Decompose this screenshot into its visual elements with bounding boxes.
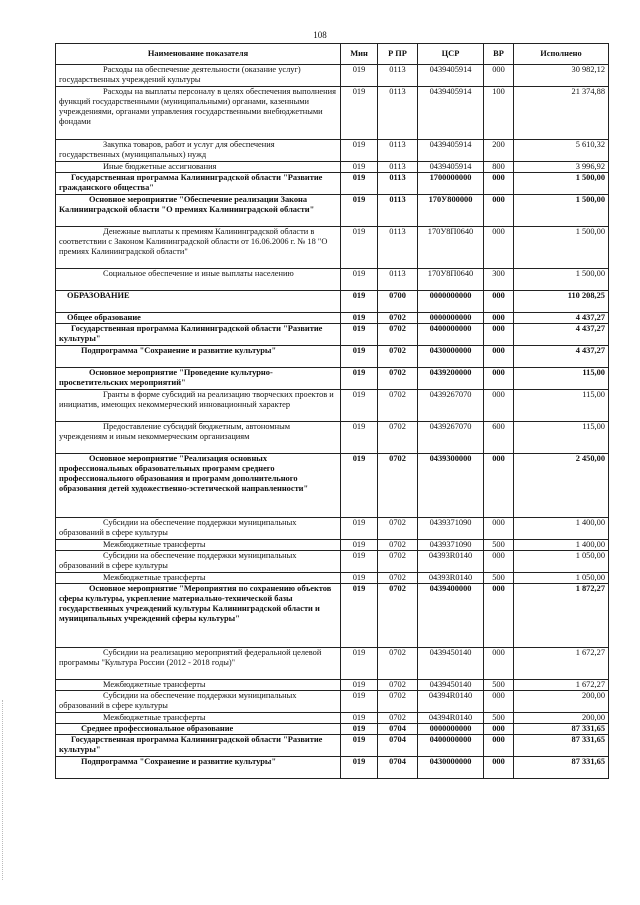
row-csr-cell: 0439371090 (418, 518, 484, 540)
row-amount-cell: 4 437,27 (514, 346, 609, 368)
row-min-cell: 019 (341, 162, 378, 173)
row-rpr-cell: 0704 (378, 735, 418, 757)
table-row (56, 227, 609, 269)
row-name-cell: Общее образование (56, 313, 341, 324)
row-csr-cell: 0439267070 (418, 422, 484, 454)
row-amount-cell: 115,00 (514, 422, 609, 454)
row-name-cell: Гранты в форме субсидий на реализацию творческих проектов и инициатив, имеющих некоммерческий инновационный характер (56, 390, 341, 422)
row-csr-cell: 0439371090 (418, 540, 484, 551)
row-name-cell: Закупка товаров, работ и услуг для обеспечения государственных (муниципальных) нужд (56, 140, 341, 162)
row-vr-cell: 500 (484, 680, 514, 691)
row-amount-cell: 110 208,25 (514, 291, 609, 313)
row-rpr-cell: 0702 (378, 680, 418, 691)
table-row (56, 735, 609, 757)
row-rpr-cell: 0702 (378, 324, 418, 346)
table-row (56, 422, 609, 454)
row-csr-cell: 0439400000 (418, 584, 484, 648)
row-min-cell: 019 (341, 735, 378, 757)
row-vr-cell: 800 (484, 162, 514, 173)
row-csr-cell: 04394R0140 (418, 713, 484, 724)
row-name-cell: Предоставление субсидий бюджетным, автономным учреждениям и иным некоммерческим организациям (56, 422, 341, 454)
row-name-cell: Субсидии на реализацию мероприятий федеральной целевой программы "Культура России (2012 - 2018 годы)" (56, 648, 341, 680)
row-amount-cell: 87 331,65 (514, 757, 609, 779)
row-rpr-cell: 0702 (378, 540, 418, 551)
row-min-cell: 019 (341, 195, 378, 227)
header-vr: ВР (484, 44, 514, 65)
row-amount-cell: 30 982,12 (514, 65, 609, 87)
row-name-cell: Государственная программа Калининградской области "Развитие гражданского общества" (56, 173, 341, 195)
row-name-cell: Межбюджетные трансферты (56, 573, 341, 584)
row-min-cell: 019 (341, 724, 378, 735)
row-amount-cell: 4 437,27 (514, 313, 609, 324)
row-name-cell: Подпрограмма "Сохранение и развитие культуры" (56, 346, 341, 368)
row-vr-cell: 000 (484, 291, 514, 313)
row-csr-cell: 0439450140 (418, 680, 484, 691)
table-row (56, 551, 609, 573)
row-csr-cell: 04393R0140 (418, 573, 484, 584)
row-name-cell: Межбюджетные трансферты (56, 540, 341, 551)
row-rpr-cell: 0113 (378, 140, 418, 162)
row-name-cell: Иные бюджетные ассигнования (56, 162, 341, 173)
row-csr-cell: 0439267070 (418, 390, 484, 422)
row-csr-cell: 0000000000 (418, 724, 484, 735)
row-rpr-cell: 0702 (378, 584, 418, 648)
row-amount-cell: 2 450,00 (514, 454, 609, 518)
row-amount-cell: 3 996,92 (514, 162, 609, 173)
row-csr-cell: 0430000000 (418, 346, 484, 368)
row-min-cell: 019 (341, 540, 378, 551)
row-rpr-cell: 0702 (378, 368, 418, 390)
row-min-cell: 019 (341, 573, 378, 584)
row-min-cell: 019 (341, 518, 378, 540)
table-row (56, 518, 609, 540)
row-min-cell: 019 (341, 291, 378, 313)
row-amount-cell: 21 374,88 (514, 87, 609, 140)
budget-table (55, 43, 609, 779)
row-name-cell: Расходы на выплаты персоналу в целях обеспечения выполнения функций государственными (муниципальными) органами, казенными учреждениями, органами управления государственными внебюджетными фондами (56, 87, 341, 140)
row-csr-cell: 0439405914 (418, 140, 484, 162)
row-min-cell: 019 (341, 346, 378, 368)
row-min-cell: 019 (341, 584, 378, 648)
row-amount-cell: 4 437,27 (514, 324, 609, 346)
table-row (56, 680, 609, 691)
row-name-cell: Основное мероприятие "Проведение культурно-просветительских мероприятий" (56, 368, 341, 390)
table-row (56, 584, 609, 648)
row-min-cell: 019 (341, 691, 378, 713)
row-name-cell: Среднее профессиональное образование (56, 724, 341, 735)
table-row (56, 87, 609, 140)
row-vr-cell: 000 (484, 648, 514, 680)
row-amount-cell: 1 400,00 (514, 540, 609, 551)
row-rpr-cell: 0702 (378, 648, 418, 680)
row-name-cell: Социальное обеспечение и иные выплаты населению (56, 269, 341, 291)
row-amount-cell: 1 500,00 (514, 227, 609, 269)
table-row (56, 648, 609, 680)
table-row (56, 368, 609, 390)
row-vr-cell: 500 (484, 540, 514, 551)
row-csr-cell: 0430000000 (418, 757, 484, 779)
row-vr-cell: 100 (484, 87, 514, 140)
row-min-cell: 019 (341, 648, 378, 680)
table-body (56, 65, 609, 779)
row-vr-cell: 000 (484, 65, 514, 87)
header-csr: ЦСР (418, 44, 484, 65)
row-name-cell: Основное мероприятие "Мероприятия по сохранению объектов сферы культуры, укрепление материально-технической базы государственных учреждений культуры Калининградской области и муниципальных учреждений сферы культуры" (56, 584, 341, 648)
table-row (56, 757, 609, 779)
table-row (56, 140, 609, 162)
row-rpr-cell: 0702 (378, 454, 418, 518)
row-min-cell: 019 (341, 269, 378, 291)
row-min-cell: 019 (341, 324, 378, 346)
row-csr-cell: 170У8П0640 (418, 227, 484, 269)
row-rpr-cell: 0704 (378, 724, 418, 735)
row-rpr-cell: 0702 (378, 346, 418, 368)
header-rpr: Р ПР (378, 44, 418, 65)
table-row (56, 390, 609, 422)
row-name-cell: Подпрограмма "Сохранение и развитие культуры" (56, 757, 341, 779)
row-amount-cell: 87 331,65 (514, 724, 609, 735)
row-vr-cell: 000 (484, 584, 514, 648)
row-vr-cell: 000 (484, 691, 514, 713)
row-amount-cell: 115,00 (514, 368, 609, 390)
row-rpr-cell: 0702 (378, 390, 418, 422)
row-min-cell: 019 (341, 140, 378, 162)
row-csr-cell: 0439405914 (418, 65, 484, 87)
row-min-cell: 019 (341, 551, 378, 573)
row-vr-cell: 000 (484, 227, 514, 269)
row-amount-cell: 200,00 (514, 691, 609, 713)
row-rpr-cell: 0702 (378, 518, 418, 540)
row-rpr-cell: 0702 (378, 422, 418, 454)
row-rpr-cell: 0702 (378, 313, 418, 324)
row-name-cell: Расходы на обеспечение деятельности (оказание услуг) государственных учреждений культуры (56, 65, 341, 87)
row-csr-cell: 0439200000 (418, 368, 484, 390)
row-min-cell: 019 (341, 454, 378, 518)
row-csr-cell: 04393R0140 (418, 551, 484, 573)
row-rpr-cell: 0702 (378, 551, 418, 573)
row-vr-cell: 500 (484, 573, 514, 584)
row-name-cell: Государственная программа Калининградской области "Развитие культуры" (56, 735, 341, 757)
row-amount-cell: 1 400,00 (514, 518, 609, 540)
row-vr-cell: 000 (484, 518, 514, 540)
row-csr-cell: 170У8П0640 (418, 269, 484, 291)
row-amount-cell: 87 331,65 (514, 735, 609, 757)
table-row (56, 724, 609, 735)
table-row (56, 162, 609, 173)
row-vr-cell: 000 (484, 173, 514, 195)
row-vr-cell: 000 (484, 735, 514, 757)
row-name-cell: Субсидии на обеспечение поддержки муниципальных образований в сфере культуры (56, 691, 341, 713)
row-vr-cell: 000 (484, 195, 514, 227)
row-vr-cell: 000 (484, 346, 514, 368)
row-min-cell: 019 (341, 757, 378, 779)
table-row (56, 195, 609, 227)
table-row (56, 269, 609, 291)
row-min-cell: 019 (341, 65, 378, 87)
row-csr-cell: 0000000000 (418, 291, 484, 313)
row-vr-cell: 600 (484, 422, 514, 454)
row-vr-cell: 000 (484, 757, 514, 779)
table-row (56, 713, 609, 724)
row-min-cell: 019 (341, 173, 378, 195)
row-name-cell: ОБРАЗОВАНИЕ (56, 291, 341, 313)
row-csr-cell: 0439405914 (418, 87, 484, 140)
row-vr-cell: 000 (484, 390, 514, 422)
row-min-cell: 019 (341, 390, 378, 422)
header-min: Мин (341, 44, 378, 65)
table-row (56, 540, 609, 551)
row-csr-cell: 0000000000 (418, 313, 484, 324)
row-vr-cell: 000 (484, 454, 514, 518)
row-min-cell: 019 (341, 313, 378, 324)
row-min-cell: 019 (341, 713, 378, 724)
row-vr-cell: 000 (484, 324, 514, 346)
row-amount-cell: 1 500,00 (514, 269, 609, 291)
row-amount-cell: 5 610,32 (514, 140, 609, 162)
row-name-cell: Государственная программа Калининградской области "Развитие культуры" (56, 324, 341, 346)
table-row (56, 173, 609, 195)
row-csr-cell: 04394R0140 (418, 691, 484, 713)
row-amount-cell: 1 500,00 (514, 195, 609, 227)
row-name-cell: Основное мероприятие "Реализация основных профессиональных образовательных программ среднего профессионального образования и программ дополнительного образования детей художественно-эстетической направленности" (56, 454, 341, 518)
header-amount: Исполнено (514, 44, 609, 65)
table-row (56, 454, 609, 518)
row-rpr-cell: 0113 (378, 195, 418, 227)
row-vr-cell: 300 (484, 269, 514, 291)
table-row (56, 573, 609, 584)
row-min-cell: 019 (341, 227, 378, 269)
row-rpr-cell: 0113 (378, 269, 418, 291)
row-name-cell: Субсидии на обеспечение поддержки муниципальных образований в сфере культуры (56, 551, 341, 573)
row-csr-cell: 170У800000 (418, 195, 484, 227)
row-amount-cell: 1 050,00 (514, 551, 609, 573)
table-row (56, 313, 609, 324)
row-name-cell: Денежные выплаты к премиям Калининградской области в соответствии с Законом Калининградской области от 16.06.2006 г. № 18 "О премиях Калининградской области" (56, 227, 341, 269)
row-rpr-cell: 0113 (378, 162, 418, 173)
row-vr-cell: 000 (484, 313, 514, 324)
row-csr-cell: 0439405914 (418, 162, 484, 173)
row-rpr-cell: 0113 (378, 227, 418, 269)
row-csr-cell: 1700000000 (418, 173, 484, 195)
row-min-cell: 019 (341, 368, 378, 390)
row-name-cell: Межбюджетные трансферты (56, 680, 341, 691)
row-vr-cell: 200 (484, 140, 514, 162)
row-rpr-cell: 0702 (378, 573, 418, 584)
row-vr-cell: 000 (484, 551, 514, 573)
row-name-cell: Субсидии на обеспечение поддержки муниципальных образований в сфере культуры (56, 518, 341, 540)
table-row (56, 324, 609, 346)
row-amount-cell: 1 872,27 (514, 584, 609, 648)
row-amount-cell: 200,00 (514, 713, 609, 724)
row-csr-cell: 0400000000 (418, 324, 484, 346)
table-row (56, 65, 609, 87)
page-number: 108 (313, 30, 327, 40)
scan-edge-marks (2, 700, 9, 880)
table-row (56, 291, 609, 313)
row-rpr-cell: 0702 (378, 691, 418, 713)
row-rpr-cell: 0702 (378, 713, 418, 724)
row-name-cell: Основное мероприятие "Обеспечение реализации Закона Калининградской области "О премиях Калининградской области" (56, 195, 341, 227)
header-name: Наименование показателя (56, 44, 341, 65)
row-csr-cell: 0400000000 (418, 735, 484, 757)
row-min-cell: 019 (341, 87, 378, 140)
row-amount-cell: 1 050,00 (514, 573, 609, 584)
row-rpr-cell: 0704 (378, 757, 418, 779)
row-csr-cell: 0439300000 (418, 454, 484, 518)
row-amount-cell: 115,00 (514, 390, 609, 422)
row-rpr-cell: 0113 (378, 65, 418, 87)
row-rpr-cell: 0113 (378, 87, 418, 140)
row-csr-cell: 0439450140 (418, 648, 484, 680)
row-min-cell: 019 (341, 680, 378, 691)
row-rpr-cell: 0113 (378, 173, 418, 195)
row-vr-cell: 000 (484, 724, 514, 735)
table-row (56, 346, 609, 368)
row-amount-cell: 1 672,27 (514, 648, 609, 680)
table-row (56, 691, 609, 713)
header-row (56, 44, 609, 65)
row-amount-cell: 1 672,27 (514, 680, 609, 691)
row-rpr-cell: 0700 (378, 291, 418, 313)
row-amount-cell: 1 500,00 (514, 173, 609, 195)
row-min-cell: 019 (341, 422, 378, 454)
row-name-cell: Межбюджетные трансферты (56, 713, 341, 724)
row-vr-cell: 000 (484, 368, 514, 390)
row-vr-cell: 500 (484, 713, 514, 724)
